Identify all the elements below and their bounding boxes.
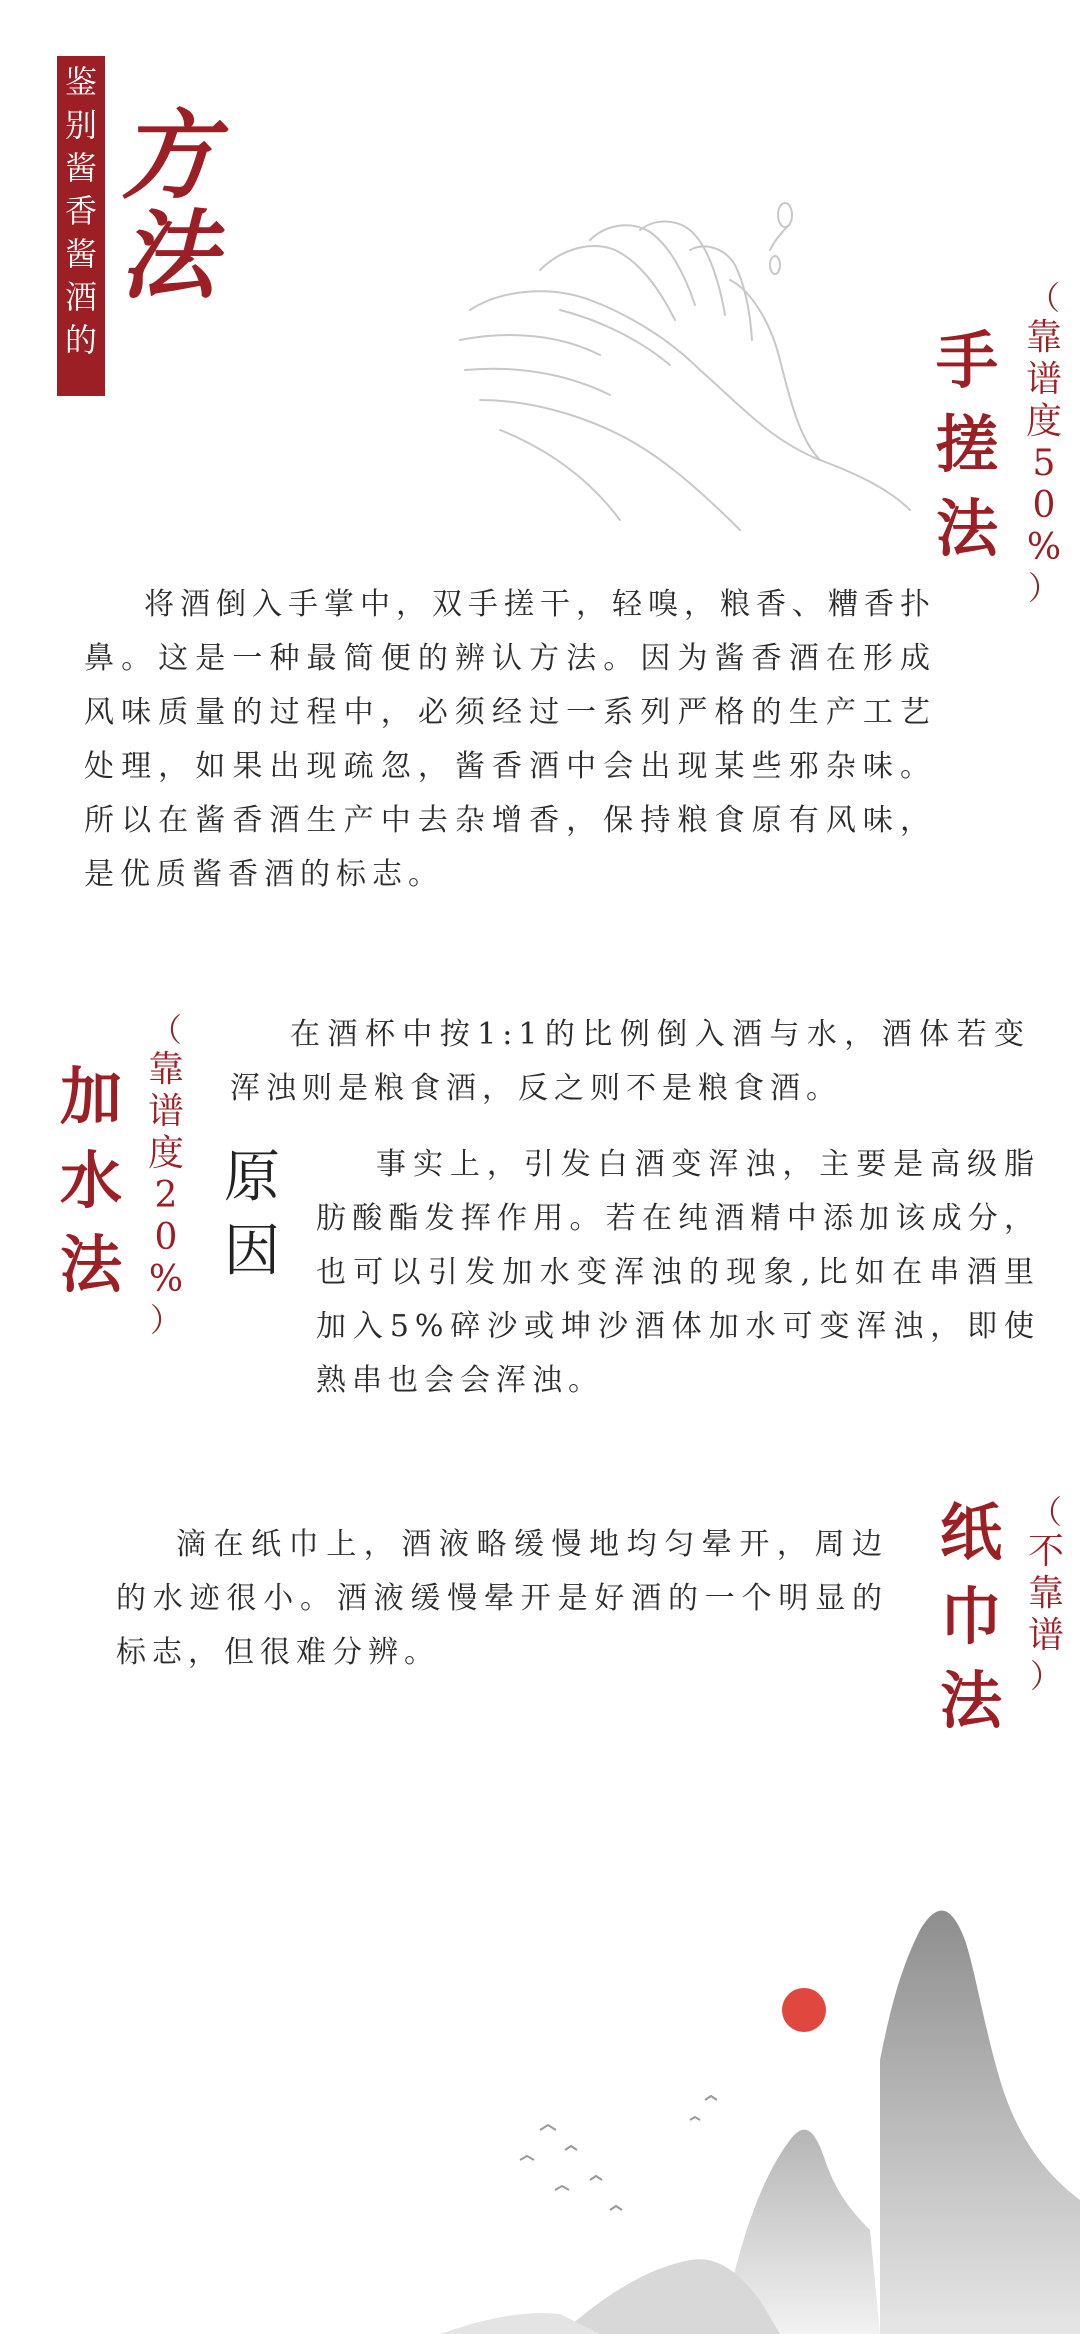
reason-paragraph: 事实上，引发白酒变浑浊，主要是高级脂肪酸酯发挥作用。若在纯酒精中添加该成分，也可以引发加水变浑浊的现象,比如在串酒里加入5%碎沙或坤沙酒体加水可变浑浊，即使熟串也会会浑浊。 [316, 1147, 1040, 1398]
method1-rating [1026, 279, 1063, 607]
rating-char: 0 [154, 1217, 178, 1258]
method1-title [936, 324, 999, 565]
banner-char: 香 [64, 192, 97, 230]
rating-char: （ [1028, 279, 1061, 317]
method3-title-char: 巾 [940, 1580, 1003, 1653]
method1-title-char: 搓 [936, 408, 999, 481]
banner-char: 的 [64, 321, 97, 359]
red-sun [782, 1988, 826, 2032]
method2-title-char: 水 [60, 1144, 123, 1217]
reason-char: 原 [224, 1145, 280, 1210]
method2-title-char: 法 [60, 1228, 123, 1301]
rating-char: （ [1030, 1493, 1063, 1531]
method1-title-char: 法 [936, 492, 999, 565]
method3-rating [1028, 1493, 1065, 1695]
rubbing-hands-illustration [440, 190, 920, 550]
ink-landscape-illustration [0, 1880, 1080, 2334]
method3-title-char: 法 [940, 1664, 1003, 1737]
rating-char: 0 [1032, 485, 1056, 526]
banner-char: 酱 [64, 149, 97, 187]
rating-char: ） [1028, 569, 1061, 607]
method2-title [60, 1060, 123, 1301]
banner-char: 酒 [64, 278, 97, 316]
rating-char: % [1026, 527, 1062, 568]
banner-char: 别 [64, 106, 97, 144]
method2-paragraph: 在酒杯中按1:1的比例倒入酒与水，酒体若变浑浊则是粮食酒，反之则不是粮食酒。 [230, 1017, 1030, 1106]
method1-paragraph: 将酒倒入手掌中，双手搓干，轻嗅，粮香、糟香扑鼻。这是一种最简便的辨认方法。因为酱香酒在形成风味质量的过程中，必须经过一系列严格的生产工艺处理，如果出现疏忽，酱香酒中会出现某些邪杂味。所以在酱香酒生产中去杂增香，保持粮食原有风味，是优质酱香酒的标志。 [84, 587, 936, 892]
method3-title [940, 1496, 1003, 1737]
rating-char: 度 [1026, 401, 1063, 442]
title-char: 方 [120, 99, 216, 212]
page-title [120, 99, 216, 312]
method1-title-char: 手 [936, 324, 999, 397]
rating-char: 靠 [1026, 317, 1063, 358]
title-banner [57, 56, 105, 396]
reason-char: 因 [224, 1219, 280, 1284]
rating-char: 谱 [148, 1091, 185, 1132]
method3-paragraph: 滴在纸巾上，酒液略缓慢地均匀晕开，周边的水迹很小。酒液缓慢晕开是好酒的一个明显的标志，但很难分辨。 [116, 1527, 888, 1670]
method2-title-char: 加 [60, 1060, 123, 1133]
reason-title [224, 1145, 280, 1284]
method3-title-char: 纸 [940, 1496, 1003, 1569]
rating-char: 度 [148, 1133, 185, 1174]
rating-char: 谱 [1028, 1615, 1065, 1656]
rating-char: 5 [1032, 443, 1056, 484]
banner-char: 酱 [64, 235, 97, 273]
banner-char: 鉴 [64, 63, 97, 101]
rating-char: 靠 [1028, 1573, 1065, 1614]
rating-char: 不 [1028, 1531, 1065, 1572]
rating-char: ） [1030, 1657, 1063, 1695]
rating-char: 谱 [1026, 359, 1063, 400]
rating-char: % [148, 1259, 184, 1300]
rating-char: 2 [154, 1175, 178, 1216]
title-char: 法 [120, 199, 216, 312]
method2-rating [148, 1011, 185, 1339]
rating-char: 靠 [148, 1049, 185, 1090]
rating-char: ） [150, 1301, 183, 1339]
rating-char: （ [150, 1011, 183, 1049]
